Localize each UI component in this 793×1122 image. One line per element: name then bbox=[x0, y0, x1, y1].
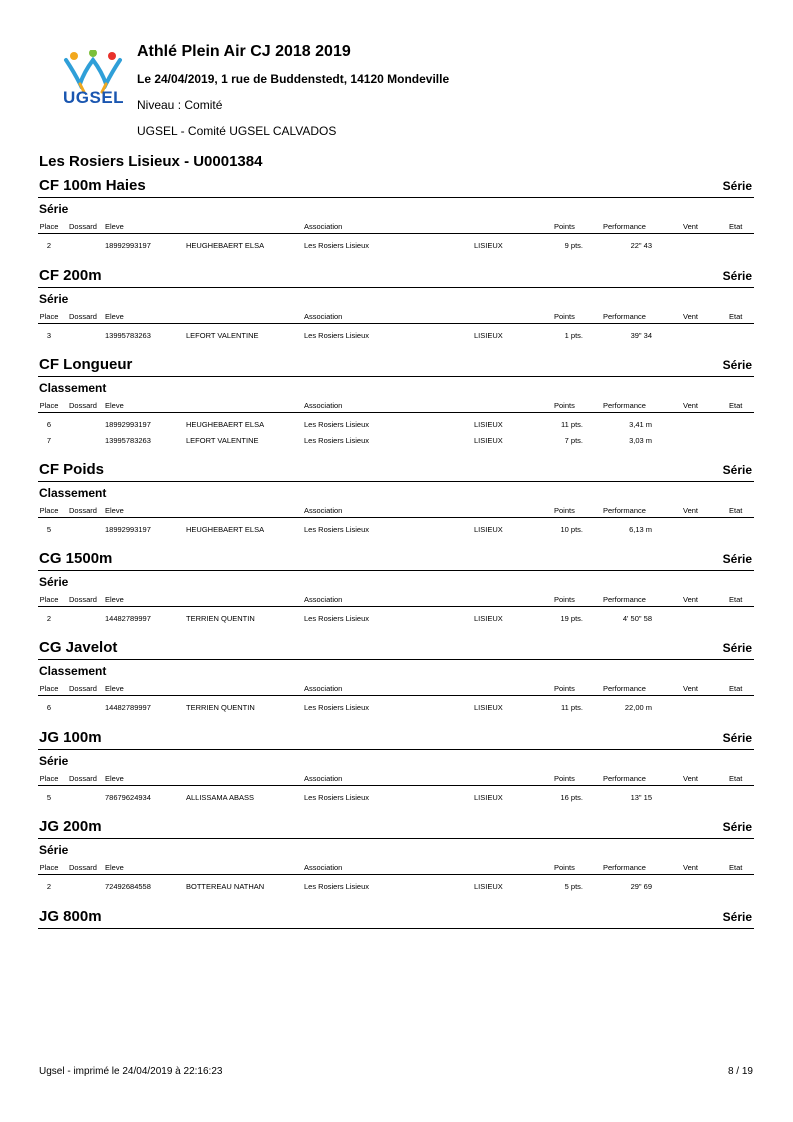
row-points: 5 pts. bbox=[564, 882, 583, 891]
table-row bbox=[38, 700, 754, 716]
col-eleve: Eleve bbox=[105, 774, 124, 783]
col-dossard: Dossard bbox=[69, 774, 97, 783]
table-row bbox=[38, 790, 754, 806]
col-place: Place bbox=[39, 222, 59, 231]
row-points: 7 pts. bbox=[564, 436, 583, 445]
table-row bbox=[38, 417, 754, 433]
page-number: 8 / 19 bbox=[727, 1066, 753, 1077]
row-association: Les Rosiers Lisieux bbox=[304, 614, 370, 623]
row-place: 5 bbox=[46, 525, 52, 534]
row-dossard: 13995783263 bbox=[105, 436, 151, 445]
col-dossard: Dossard bbox=[69, 506, 97, 515]
row-place: 6 bbox=[46, 703, 52, 712]
row-association: Les Rosiers Lisieux bbox=[304, 882, 370, 891]
event-section bbox=[38, 354, 754, 449]
row-place: 2 bbox=[46, 241, 52, 250]
row-points: 1 pts. bbox=[564, 331, 583, 340]
col-place: Place bbox=[39, 595, 59, 604]
row-dossard: 14482789997 bbox=[105, 614, 151, 623]
phase-label: Classement bbox=[39, 486, 107, 500]
comite-label: UGSEL - Comité UGSEL CALVADOS bbox=[137, 124, 337, 138]
col-etat: Etat bbox=[729, 222, 743, 231]
row-student-name: TERRIEN QUENTIN bbox=[186, 614, 255, 623]
table-header bbox=[38, 592, 754, 607]
event-name: JG 800m bbox=[39, 908, 102, 925]
event-type: Série bbox=[722, 641, 752, 655]
row-place: 6 bbox=[46, 420, 52, 429]
row-dossard: 18992993197 bbox=[105, 420, 151, 429]
col-place: Place bbox=[39, 401, 59, 410]
event-type: Série bbox=[722, 269, 752, 283]
col-dossard: Dossard bbox=[69, 312, 97, 321]
col-vent: Vent bbox=[683, 401, 699, 410]
event-name: CF Poids bbox=[39, 461, 105, 478]
col-etat: Etat bbox=[729, 595, 743, 604]
row-student-name: HEUGHEBAERT ELSA bbox=[186, 241, 265, 250]
event-type: Série bbox=[722, 463, 752, 477]
logo-text: UGSEL bbox=[63, 88, 125, 107]
event-name: CF 100m Haies bbox=[39, 177, 146, 194]
event-type: Série bbox=[722, 910, 752, 924]
col-eleve: Eleve bbox=[105, 401, 124, 410]
event-header bbox=[38, 354, 754, 377]
col-place: Place bbox=[39, 863, 59, 872]
event-header bbox=[38, 906, 754, 929]
col-points: Points bbox=[554, 863, 575, 872]
row-association: Les Rosiers Lisieux bbox=[304, 793, 370, 802]
event-header bbox=[38, 265, 754, 288]
row-student-name: BOTTEREAU NATHAN bbox=[186, 882, 265, 891]
row-performance: 22,00 m bbox=[624, 703, 652, 712]
col-performance: Performance bbox=[603, 401, 646, 410]
row-points: 11 pts. bbox=[561, 703, 583, 712]
row-place: 7 bbox=[46, 436, 52, 445]
event-header bbox=[38, 548, 754, 571]
col-place: Place bbox=[39, 506, 59, 515]
row-student-name: LEFORT VALENTINE bbox=[186, 331, 259, 340]
col-association: Association bbox=[304, 774, 343, 783]
row-city: LISIEUX bbox=[474, 420, 503, 429]
col-eleve: Eleve bbox=[105, 222, 124, 231]
col-performance: Performance bbox=[603, 774, 646, 783]
col-etat: Etat bbox=[729, 774, 743, 783]
col-points: Points bbox=[554, 401, 575, 410]
col-eleve: Eleve bbox=[105, 595, 124, 604]
table-header bbox=[38, 309, 754, 324]
row-city: LISIEUX bbox=[474, 525, 503, 534]
row-association: Les Rosiers Lisieux bbox=[304, 525, 370, 534]
table-row bbox=[38, 433, 754, 449]
phase-label: Série bbox=[39, 843, 69, 857]
table-header bbox=[38, 860, 754, 875]
row-city: LISIEUX bbox=[474, 882, 503, 891]
event-name: JG 200m bbox=[39, 818, 102, 835]
col-vent: Vent bbox=[683, 774, 699, 783]
event-header bbox=[38, 637, 754, 660]
print-timestamp: Ugsel - imprimé le 24/04/2019 à 22:16:23 bbox=[39, 1066, 223, 1077]
row-association: Les Rosiers Lisieux bbox=[304, 436, 370, 445]
col-eleve: Eleve bbox=[105, 506, 124, 515]
table-row bbox=[38, 522, 754, 538]
event-section bbox=[38, 459, 754, 538]
event-header bbox=[38, 175, 754, 198]
row-performance: 6,13 m bbox=[629, 525, 652, 534]
event-type: Série bbox=[722, 820, 752, 834]
row-place: 3 bbox=[46, 331, 52, 340]
row-place: 2 bbox=[46, 882, 52, 891]
row-association: Les Rosiers Lisieux bbox=[304, 420, 370, 429]
table-row bbox=[38, 328, 754, 344]
col-performance: Performance bbox=[603, 863, 646, 872]
phase-label: Série bbox=[39, 202, 69, 216]
event-header bbox=[38, 459, 754, 482]
col-place: Place bbox=[39, 312, 59, 321]
phase-label: Classement bbox=[39, 381, 107, 395]
event-header bbox=[38, 727, 754, 750]
col-dossard: Dossard bbox=[69, 595, 97, 604]
col-association: Association bbox=[304, 506, 343, 515]
phase-label: Classement bbox=[39, 664, 107, 678]
row-dossard: 13995783263 bbox=[105, 331, 151, 340]
col-eleve: Eleve bbox=[105, 684, 124, 693]
col-dossard: Dossard bbox=[69, 222, 97, 231]
col-etat: Etat bbox=[729, 506, 743, 515]
col-points: Points bbox=[554, 222, 575, 231]
col-dossard: Dossard bbox=[69, 863, 97, 872]
row-points: 16 pts. bbox=[560, 793, 583, 802]
row-city: LISIEUX bbox=[474, 331, 503, 340]
row-city: LISIEUX bbox=[474, 436, 503, 445]
col-association: Association bbox=[304, 595, 343, 604]
row-dossard: 14482789997 bbox=[105, 703, 151, 712]
col-place: Place bbox=[39, 774, 59, 783]
row-performance: 3,03 m bbox=[629, 436, 652, 445]
col-etat: Etat bbox=[729, 684, 743, 693]
event-type: Série bbox=[722, 179, 752, 193]
event-section bbox=[38, 265, 754, 344]
row-city: LISIEUX bbox=[474, 703, 503, 712]
table-header bbox=[38, 398, 754, 413]
event-name: CG 1500m bbox=[39, 550, 113, 567]
event-section bbox=[38, 816, 754, 895]
row-city: LISIEUX bbox=[474, 614, 503, 623]
col-vent: Vent bbox=[683, 595, 699, 604]
col-etat: Etat bbox=[729, 863, 743, 872]
row-points: 19 pts. bbox=[560, 614, 583, 623]
event-section bbox=[38, 906, 754, 929]
event-type: Série bbox=[722, 731, 752, 745]
col-association: Association bbox=[304, 684, 343, 693]
row-association: Les Rosiers Lisieux bbox=[304, 703, 370, 712]
row-points: 9 pts. bbox=[564, 241, 583, 250]
col-association: Association bbox=[304, 401, 343, 410]
row-student-name: ALLISSAMA ABASS bbox=[186, 793, 254, 802]
row-performance: 39" 34 bbox=[630, 331, 652, 340]
row-points: 10 pts. bbox=[560, 525, 583, 534]
row-performance: 3,41 m bbox=[629, 420, 652, 429]
event-section bbox=[38, 727, 754, 806]
phase-label: Série bbox=[39, 292, 69, 306]
col-performance: Performance bbox=[603, 222, 646, 231]
row-dossard: 72492684558 bbox=[105, 882, 151, 891]
col-vent: Vent bbox=[683, 312, 699, 321]
col-points: Points bbox=[554, 595, 575, 604]
event-header bbox=[38, 816, 754, 839]
row-place: 2 bbox=[46, 614, 52, 623]
row-association: Les Rosiers Lisieux bbox=[304, 331, 370, 340]
event-name: JG 100m bbox=[39, 729, 102, 746]
row-place: 5 bbox=[46, 793, 52, 802]
row-student-name: LEFORT VALENTINE bbox=[186, 436, 259, 445]
row-student-name: HEUGHEBAERT ELSA bbox=[186, 420, 265, 429]
row-student-name: HEUGHEBAERT ELSA bbox=[186, 525, 265, 534]
col-association: Association bbox=[304, 312, 343, 321]
table-row bbox=[38, 879, 754, 895]
table-header bbox=[38, 219, 754, 234]
col-eleve: Eleve bbox=[105, 863, 124, 872]
col-etat: Etat bbox=[729, 401, 743, 410]
row-dossard: 18992993197 bbox=[105, 525, 151, 534]
col-performance: Performance bbox=[603, 595, 646, 604]
col-points: Points bbox=[554, 312, 575, 321]
phase-label: Série bbox=[39, 754, 69, 768]
col-vent: Vent bbox=[683, 222, 699, 231]
club-title: Les Rosiers Lisieux - U0001384 bbox=[39, 153, 263, 170]
event-section bbox=[38, 637, 754, 716]
phase-label: Série bbox=[39, 575, 69, 589]
col-association: Association bbox=[304, 222, 343, 231]
row-performance: 29" 69 bbox=[630, 882, 652, 891]
row-dossard: 78679624934 bbox=[105, 793, 151, 802]
event-section bbox=[38, 175, 754, 254]
table-header bbox=[38, 681, 754, 696]
col-performance: Performance bbox=[603, 506, 646, 515]
row-points: 11 pts. bbox=[561, 420, 583, 429]
col-vent: Vent bbox=[683, 863, 699, 872]
table-row bbox=[38, 611, 754, 627]
col-performance: Performance bbox=[603, 312, 646, 321]
col-points: Points bbox=[554, 774, 575, 783]
col-dossard: Dossard bbox=[69, 684, 97, 693]
row-student-name: TERRIEN QUENTIN bbox=[186, 703, 255, 712]
col-place: Place bbox=[39, 684, 59, 693]
row-association: Les Rosiers Lisieux bbox=[304, 241, 370, 250]
event-name: CF 200m bbox=[39, 267, 102, 284]
col-etat: Etat bbox=[729, 312, 743, 321]
col-eleve: Eleve bbox=[105, 312, 124, 321]
table-header bbox=[38, 503, 754, 518]
row-performance: 4' 50" 58 bbox=[622, 614, 652, 623]
event-date-location: Le 24/04/2019, 1 rue de Buddenstedt, 14120 Mondeville bbox=[137, 72, 450, 86]
row-performance: 22" 43 bbox=[630, 241, 652, 250]
col-vent: Vent bbox=[683, 506, 699, 515]
page-title: Athlé Plein Air CJ 2018 2019 bbox=[137, 43, 351, 60]
col-dossard: Dossard bbox=[69, 401, 97, 410]
event-type: Série bbox=[722, 552, 752, 566]
col-performance: Performance bbox=[603, 684, 646, 693]
level-label: Niveau : Comité bbox=[137, 98, 223, 112]
event-name: CF Longueur bbox=[39, 356, 133, 373]
row-performance: 13" 15 bbox=[630, 793, 652, 802]
event-section bbox=[38, 548, 754, 627]
event-name: CG Javelot bbox=[39, 639, 118, 656]
table-row bbox=[38, 238, 754, 254]
col-vent: Vent bbox=[683, 684, 699, 693]
table-header bbox=[38, 771, 754, 786]
col-points: Points bbox=[554, 684, 575, 693]
row-city: LISIEUX bbox=[474, 793, 503, 802]
col-association: Association bbox=[304, 863, 343, 872]
row-city: LISIEUX bbox=[474, 241, 503, 250]
col-points: Points bbox=[554, 506, 575, 515]
event-type: Série bbox=[722, 358, 752, 372]
row-dossard: 18992993197 bbox=[105, 241, 151, 250]
